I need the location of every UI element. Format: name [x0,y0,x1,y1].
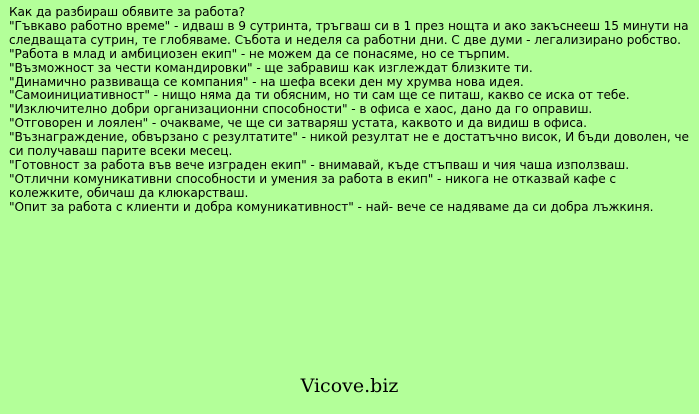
joke-line: "Отлични комуникативни способности и умения за работа в екип" - никога не отказвай кафе с колежките, обичаш да клюкарстваш. [9,171,617,200]
joke-line: "Готовност за работа във вече изграден екип" - внимавай, къде стъпваш и чия чаша използваш. [9,157,629,172]
joke-line: "Отговорен и лоялен" - очакваме, че ще си затваряш устата, каквото и да видиш в офиса. [9,116,587,131]
joke-title: Как да разбираш обявите за работа? [9,5,245,19]
joke-line: "Опит за работа с клиенти и добра комуникативност" - най- вече се надяваме да си добра лъжкиня. [9,199,654,214]
joke-line: "Възнаграждение, обвързано с резултатите" - никой резултат не е достатъчно висок, И бъди доволен, че си получаваш парите всеки месец. [9,130,689,159]
site-watermark: Vicove.biz [300,375,399,397]
joke-text [9,6,691,215]
joke-line: "Изключително добри организационни способности" - в офиса е хаос, дано да го оправиш. [9,102,593,117]
joke-line: "Възможност за чести командировки" - ще забравиш как изглеждат близките ти. [9,60,533,75]
joke-line: "Гъвкаво работно време" - идваш в 9 сутринта, тръгваш си в 1 през нощта и ако закъснееш 15 минути на следващата сутрин, те глобяваме. Събота и неделя са работни дни. С две думи - легализирано робство. [9,18,689,47]
joke-line: "Самоинициативност" - нищо няма да ти обясним, но ти сам ще се питаш, какво се иска от тебе. [9,88,630,103]
joke-line: "Работа в млад и амбициозен екип" - не можем да се понасяме, но се търпим. [9,46,510,61]
joke-line: "Динамично развиваща се компания" - на шефа всеки ден му хрумва нова идея. [9,74,524,89]
